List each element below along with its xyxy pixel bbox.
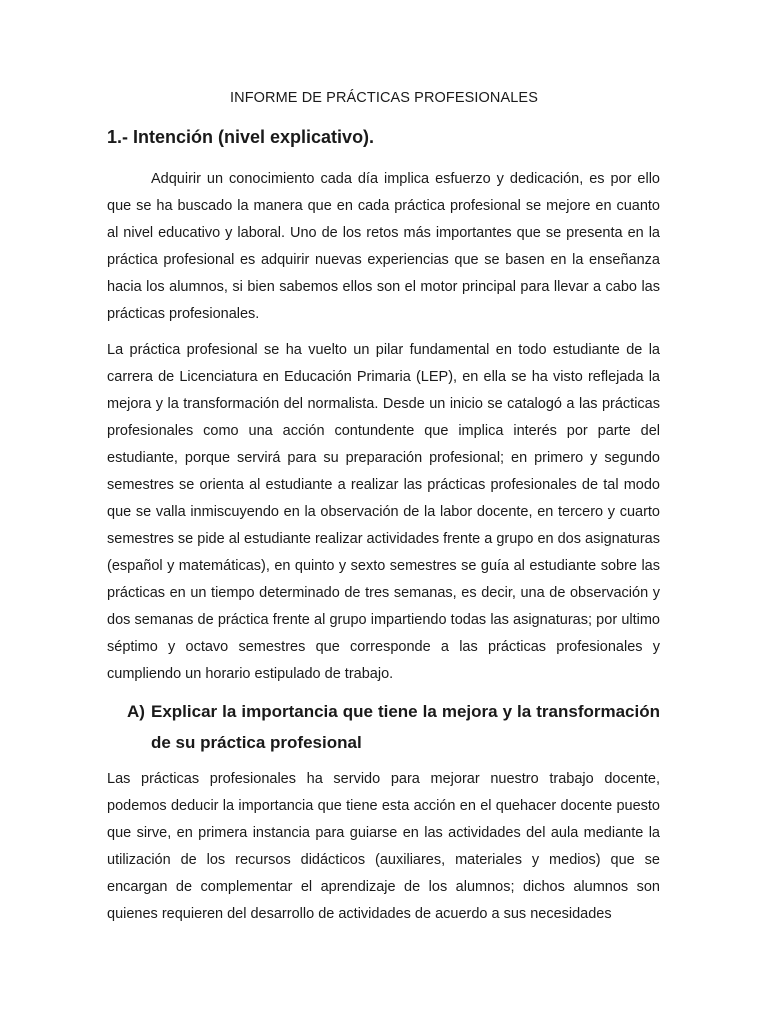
subheading (107, 696, 660, 758)
section-heading: 1.- Intención (nivel explicativo). (107, 127, 375, 147)
paragraph-2: La práctica profesional se ha vuelto un pilar fundamental en todo estudiante de la carrera de Licenciatura en Educación Primaria (LEP), en ella se ha visto reflejada la mejora y la transformación del normalista. Desde un inicio se catalogó a las prácticas profesionales como una acción contundente que implica interés por parte del estudiante, porque servirá para su preparación profesional; en primero y segundo semestres se orienta al estudiante a realizar las prácticas profesionales de tal modo que se valla inmiscuyendo en la observación de la labor docente, en tercero y cuarto semestres se pide al estudiante realizar actividades frente a grupo en dos asignaturas (español y matemáticas), en quinto y sexto semestres se guía al estudiante sobre las prácticas en un tiempo determinado de tres semanas, es decir, una de observación y dos semanas de práctica frente al grupo impartiendo todas las asignaturas; por ultimo séptimo y octavo semestres que corresponde a las prácticas profesionales y cumpliendo un horario estipulado de trabajo. (107, 342, 660, 682)
subheading-marker: A) (127, 702, 145, 721)
paragraph-1: Adquirir un conocimiento cada día implica esfuerzo y dedicación, es por ello que se ha buscado la manera que en cada práctica profesional se mejore en cuanto al nivel educativo y laboral. Uno de los retos más importantes que se presenta en la práctica profesional es adquirir nuevas experiencias que se basen en la enseñanza hacia los alumnos, si bien sabemos ellos son el motor principal para llevar a cabo las prácticas profesionales. (107, 171, 660, 322)
document-title: INFORME DE PRÁCTICAS PROFESIONALES (230, 90, 538, 106)
subheading-text: Explicar la importancia que tiene la mejora y la transformación de su práctica profesional (151, 702, 660, 752)
paragraph-3: Las prácticas profesionales ha servido para mejorar nuestro trabajo docente, podemos deducir la importancia que tiene esta acción en el quehacer docente puesto que sirve, en primera instancia para guiarse en las actividades del aula mediante la utilización de los recursos didácticos (auxiliares, materiales y medios) que se encargan de complementar el aprendizaje de los alumnos; dichos alumnos son quienes requieren del desarrollo de actividades de acuerdo a sus necesidades (107, 771, 660, 922)
